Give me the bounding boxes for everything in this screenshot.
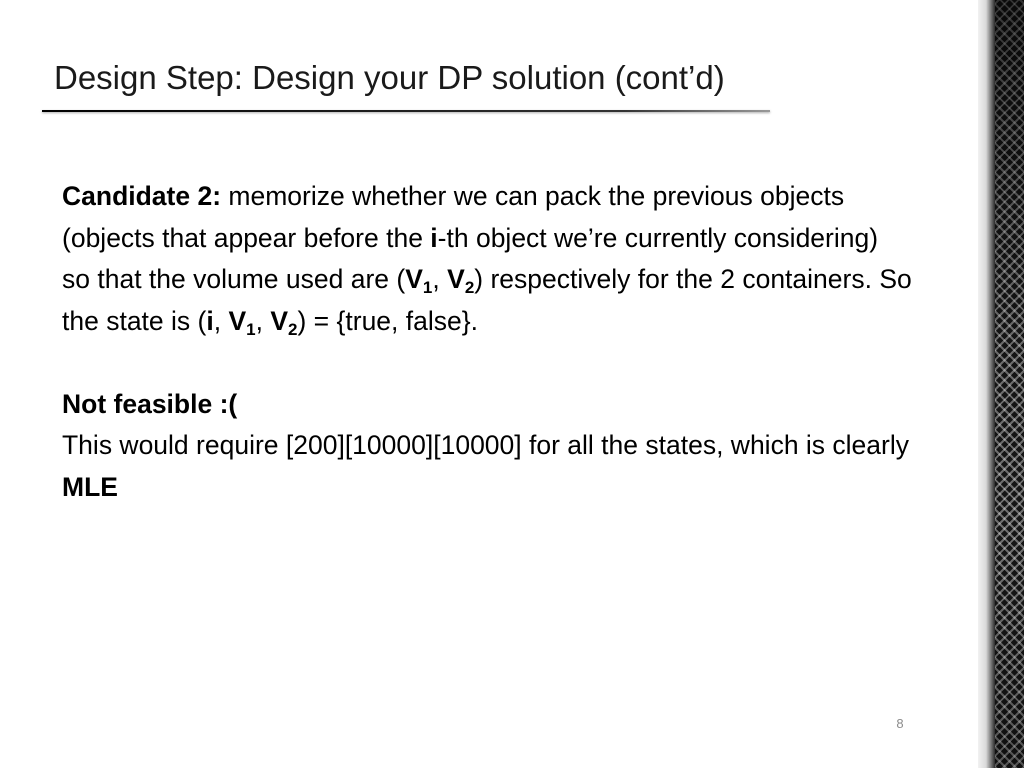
candidate-text-4: ) = {true, false}. bbox=[297, 305, 478, 336]
title-underline bbox=[42, 110, 770, 112]
candidate-text-3: ) respectively for the 2 containers. So the state is ( bbox=[62, 264, 912, 336]
candidate-text-2: -th object we’re currently considering) so that the volume used are ( bbox=[62, 222, 879, 294]
var-v2: $V_2$ bbox=[447, 264, 475, 297]
verdict-heading: Not feasible :( bbox=[62, 388, 238, 419]
state-index-i: i bbox=[206, 305, 214, 336]
slide-title: Design Step: Design your DP solution (cont’d) bbox=[54, 59, 725, 96]
paragraph-gap bbox=[62, 342, 912, 384]
decorative-side-strip bbox=[978, 0, 1024, 768]
candidate-label: Candidate 2: bbox=[62, 181, 222, 211]
verdict-text: This would require [200][10000][10000] for all the states, which is clearly bbox=[62, 430, 909, 460]
verdict-paragraph bbox=[62, 425, 912, 508]
state-var-v1: $V_1$ bbox=[228, 305, 256, 339]
index-i: i bbox=[430, 222, 438, 253]
slide-body bbox=[62, 176, 912, 508]
page-number: 8 bbox=[896, 716, 904, 731]
mle-emphasis: MLE bbox=[62, 471, 118, 502]
var-v1: $V_1$ bbox=[405, 264, 433, 297]
candidate-text-1: memorize whether we can pack the previous objects (objects that appear before the bbox=[62, 181, 845, 253]
state-var-v2: $V_2$ bbox=[270, 305, 298, 339]
candidate-paragraph: Candidate 2: memorize whether we can pack the previous objects (objects that appear before the i-th object we’re currently considering) so that the volume used are ($V_1$, $V_2$) respectively for the 2 containers. So the state is (i, $V_1$, $V_2$) = {true, false}. bbox=[62, 181, 912, 339]
